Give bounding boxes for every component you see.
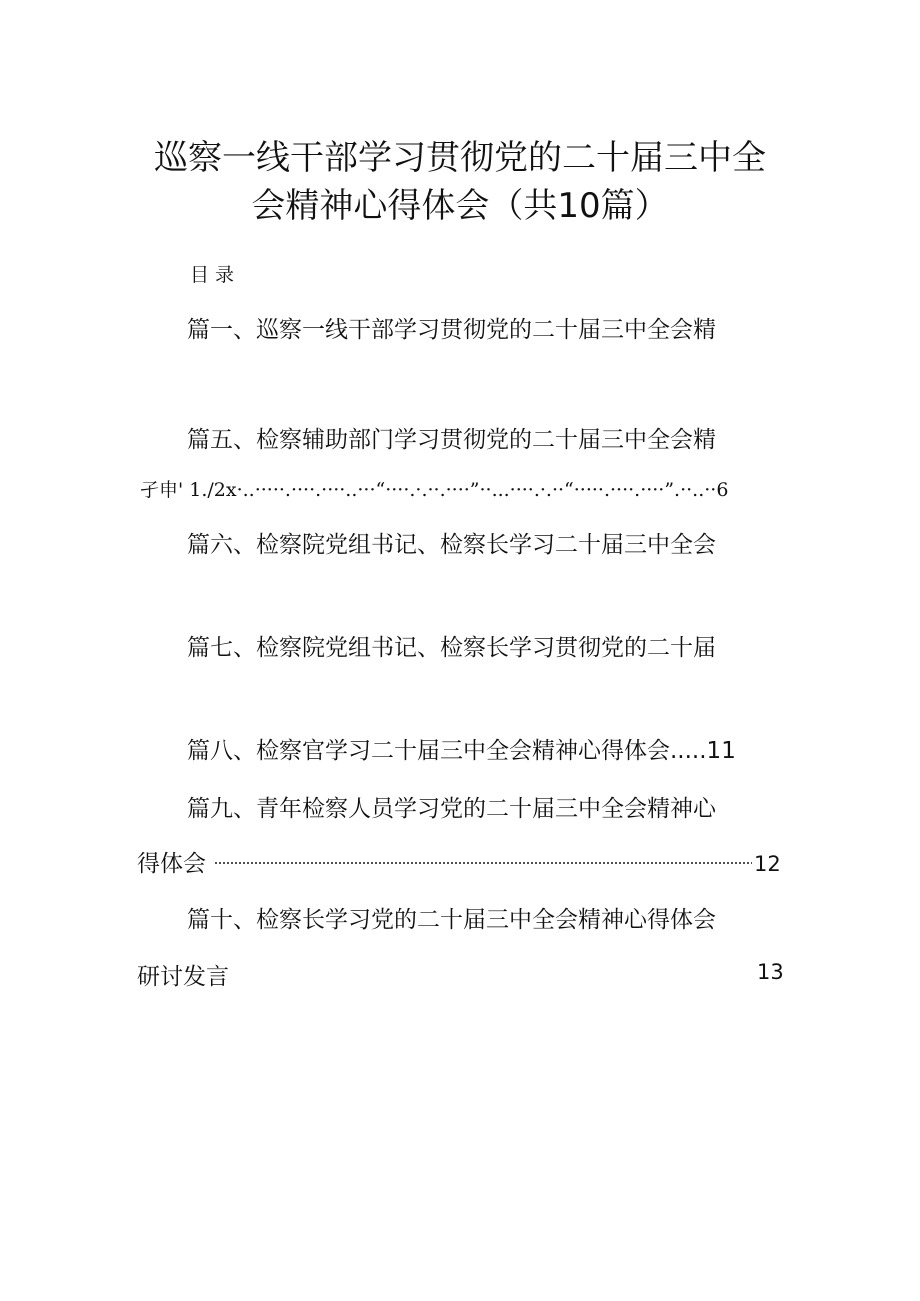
toc-entry-6: 篇六、检察院党组书记、检察长学习二十届三中全会 xyxy=(187,532,716,558)
toc-entry-9: 篇九、青年检察人员学习党的二十届三中全会精神心 xyxy=(187,796,716,822)
toc-page-number: 13 xyxy=(757,960,784,984)
toc-entry-1: 篇一、巡察一线干部学习贯彻党的二十届三中全会精 xyxy=(187,317,716,343)
toc-entry-garbled-leader: 孑申' 1./2x·..·····.····.····..···“····.·.··.····”··...····.·.··“·····.····.····”.··..··6 xyxy=(140,479,729,501)
toc-entry-9-continued: 得体会 xyxy=(137,851,206,877)
document-title-line-1: 巡察一线干部学习贯彻党的二十届三中全 xyxy=(154,138,766,178)
dot-leader xyxy=(214,861,752,865)
toc-page-number: 12 xyxy=(754,852,781,876)
document-title-line-2: 会精神心得体会（共10篇） xyxy=(251,186,669,226)
toc-entry-10-continued: 研讨发言 xyxy=(137,964,229,990)
toc-heading: 目录 xyxy=(190,264,241,286)
toc-entry-10: 篇十、检察长学习党的二十届三中全会精神心得体会 xyxy=(187,907,716,933)
toc-entry-7: 篇七、检察院党组书记、检察长学习贯彻党的二十届 xyxy=(187,635,716,661)
toc-entry-5: 篇五、检察辅助部门学习贯彻党的二十届三中全会精 xyxy=(187,427,716,453)
toc-entry-8: 篇八、检察官学习二十届三中全会精神心得体会.....11 xyxy=(187,738,736,764)
